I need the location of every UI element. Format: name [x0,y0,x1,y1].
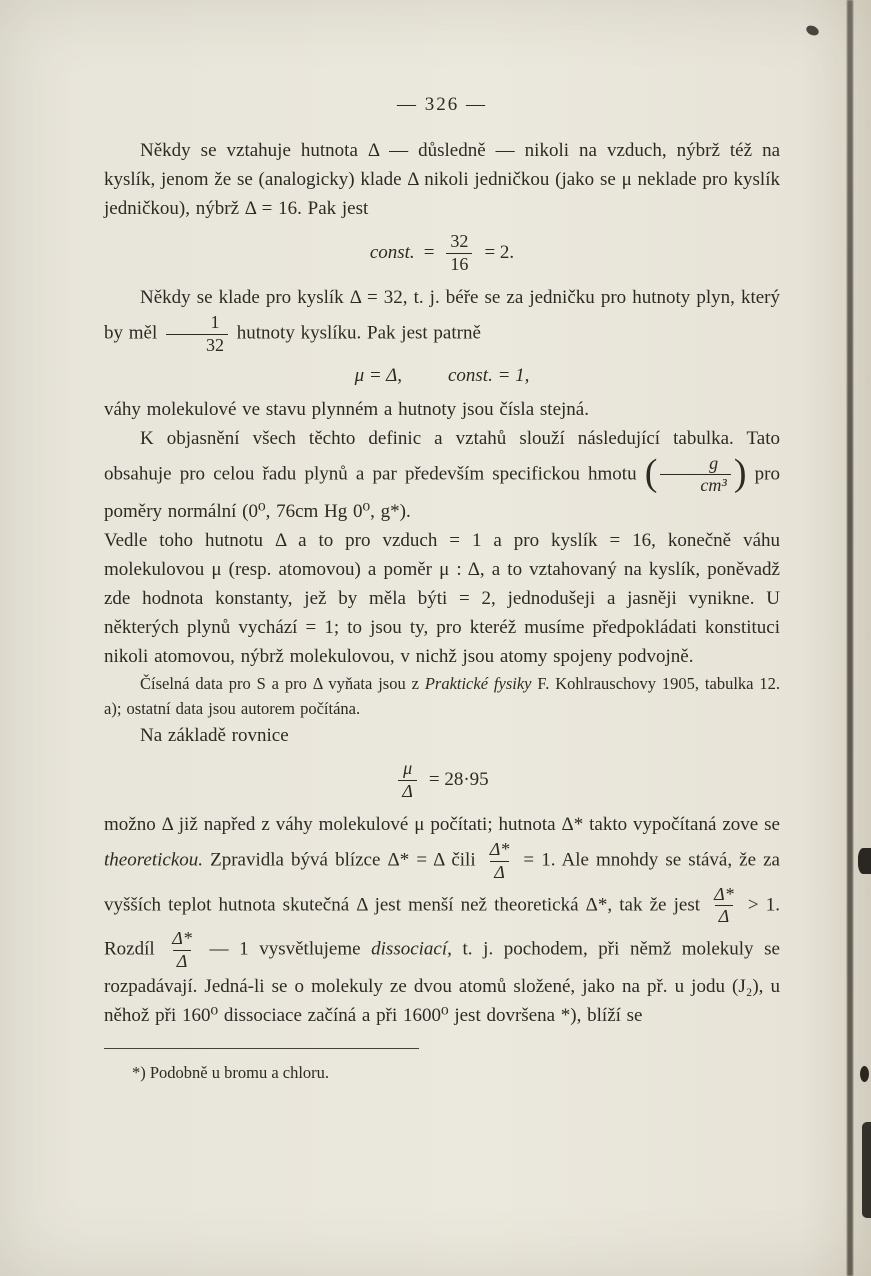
fraction [398,758,417,802]
fraction-numerator: Δ* [172,927,192,948]
text-segment: hutnoty kyslíku. Pak jest patrně [231,322,481,344]
ink-smudge [860,1066,869,1082]
text-segment: > 1. Rozdíl [104,894,780,960]
footnote-rule [104,1048,419,1049]
text-segment-italic: Praktické fysiky [424,673,532,693]
ink-smudge [858,848,871,874]
paragraph-density-oxygen [104,136,780,223]
fraction-denominator: Δ [715,905,734,928]
ink-smudge [805,24,821,38]
equation-right: const. = 1, [447,364,530,386]
text-segment-italic: theoretickou. [104,849,204,871]
text-segment: Na základě rovnice [140,724,289,746]
fraction-denominator: 16 [446,253,472,276]
text-segment: váhy molekulové ve stavu plynném a hutnoty jsou čísla stejná. [104,398,589,420]
text-segment: Někdy se vztahuje hutnota Δ — důsledně — nikoli na vzduch, nýbrž též na kyslík, jenom že se (analogicky) klade Δ nikoli jedničkou (jako se μ neklade pro kyslík jedničkou), nýbrž Δ = 16. Pak jest [104,140,780,219]
fraction [710,884,738,928]
text-segment: Zpravidla bývá blízce Δ* = Δ čili [203,849,483,871]
equation-mu-over-delta [104,758,780,802]
text-segment: t. j. pochodem, při němž molekuly se rozpadávají. Jedná-li se o molekuly ze dvou atomů složené, jako na př. u jodu (J₂), u něhož při 160⁰ dissociace začíná a při 1600⁰ jest dovršena *), blíží se [104,938,780,1027]
fraction-numerator: μ [403,757,413,778]
text-segment-italic: dissociací, [371,938,452,960]
fraction-numerator: 1 [210,312,220,333]
fraction [166,312,228,356]
text-segment: možno Δ již napřed z váhy molekulové μ počítati; hutnota Δ* takto vypočítaná zove se [104,814,780,836]
paragraph-besides-density [104,526,780,671]
page-number: — 326 — [397,94,487,115]
fraction-numerator: g [709,452,719,473]
fraction [486,839,514,883]
text-segment: K objasnění všech těchto definic a vztahů slouží následující tabulka. Tato obsahuje pro celou řadu plynů a par především specifickou hmotu [104,427,780,485]
equation-lhs: const. [369,242,415,264]
text-segment: — 1 vysvětlujeme [198,938,372,960]
left-parenthesis: ( [644,451,658,494]
page-edge-shadow [847,0,853,1276]
fraction [660,453,730,497]
text-segment: Vedle toho hutnotu Δ a to pro vzduch = 1 a pro kyslík = 16, konečně váhu molekulovou μ (resp. atomovou) a poměr μ : Δ, a to vztahovaný na kyslík, poněvadž zde hodnota konstanty, jež by měla býti = 2, jednodušeji a jasněji vynikne. U některých plynů vychází = 1; to jsou ty, pro kteréž musíme předpokládati konstituci nikoli atomovou, nýbrž molekulovou, v nichž jsou atomy spojeny podvojně. [104,529,780,667]
equation-rhs: = 28·95 [428,769,489,791]
fraction-denominator: Δ [173,950,192,973]
fraction-numerator: Δ* [714,883,734,904]
footnote-text: *) Podobně u bromu a chloru. [132,1063,330,1083]
paragraph-table-intro [104,424,780,526]
text-block [104,94,780,1085]
fraction [446,231,472,275]
paragraph-molecular-weights [104,395,780,424]
paragraph-data-sources [104,671,780,721]
text-segment: F. Kohlrauschovy 1905, tabulka 12. a); ostatní data jsou autorem počítána. [104,673,780,718]
text-segment: Někdy se klade pro kyslík Δ = 32, t. j. béře se za jedničku pro hutnoty plyn, který by měl [104,287,780,344]
equals-sign: = [423,242,435,264]
paragraph-equation-intro [104,721,780,750]
equation-const-ratio [104,231,780,275]
fraction-denominator: Δ [490,861,509,884]
equation-left: μ = Δ, [354,364,402,386]
text-segment: Číselná data pro S a pro Δ vyňata jsou z [140,673,425,693]
equation-mu-delta [104,365,780,387]
ink-smudge [862,1122,871,1218]
paragraph-oxygen-32 [104,283,780,356]
fraction-denominator: 32 [166,334,228,357]
fraction-denominator: Δ [398,780,417,803]
paragraph-theoretical-density [104,810,780,1030]
fraction [168,928,196,972]
footnote [104,1061,780,1085]
fraction-numerator: 32 [450,231,469,251]
fraction-denominator: cm³ [660,474,730,497]
text-segment: = 1. Ale mnohdy se stává, že za vyšších teplot hutnota skutečná Δ jest menší než theoretická Δ*, tak že jest [104,849,780,916]
text-segment: pro poměry normální (0⁰, 76cm Hg 0⁰, g*). [104,463,780,522]
equation-rhs: = 2. [484,242,515,264]
fraction-numerator: Δ* [489,839,510,860]
right-parenthesis: ) [733,451,747,494]
